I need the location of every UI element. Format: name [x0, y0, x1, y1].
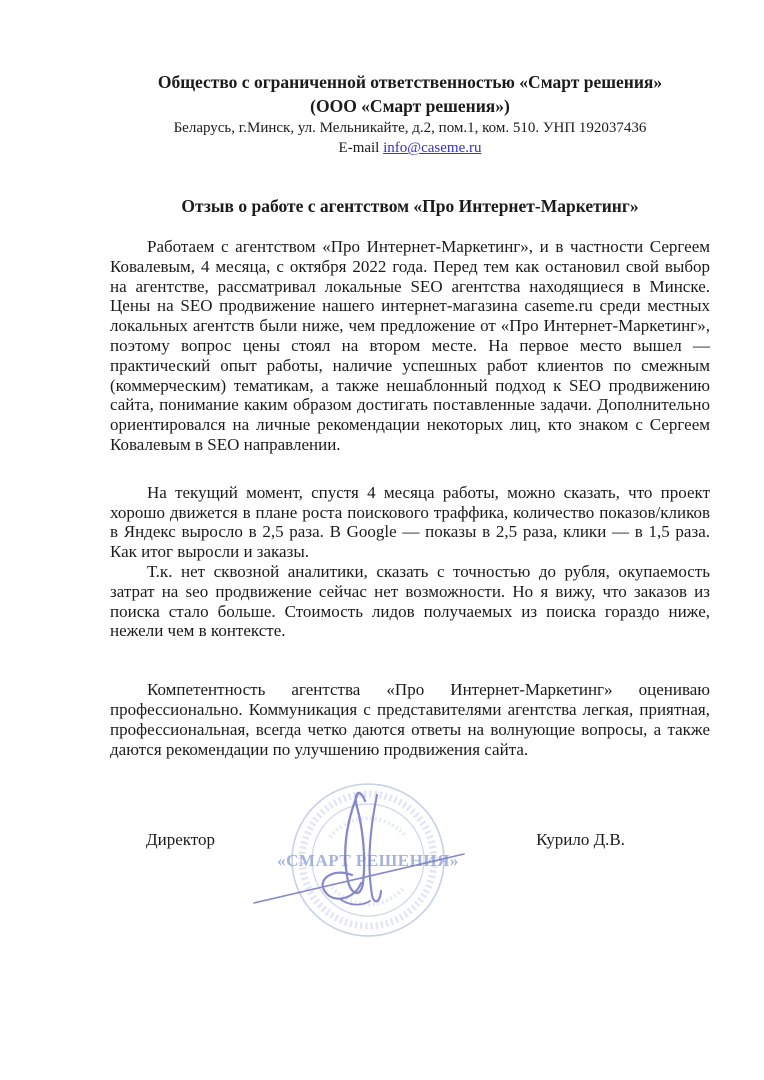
- review-paragraph-4: Компетентность агентства «Про Интернет-Маркетинг» оцениваю профессионально. Коммуникация с представителями агентства легкая, приятная, профессиональная, всегда четко даются ответы на волнующие вопросы, а также даются рекомендации по улучшению продвижения сайта.: [110, 680, 710, 759]
- signature-row: [110, 829, 710, 851]
- review-paragraph-1: Работаем с агентством «Про Интернет-Маркетинг», и в частности Сергеем Ковалевым, 4 месяца, с октября 2022 года. Перед тем как остановил свой выбор на агентстве, рассматривал локальные SEO агентства находящиеся в Минске. Цены на SEO продвижение нашего интернет-магазина caseme.ru среди местных локальных агентств были ниже, чем предложение от «Про Интернет-Маркетинг», поэтому вопрос цены стоял на втором месте. На первое место вышел — практический опыт работы, наличие успешных работ клиентов по смежным (коммерческим) тематикам, а также нешаблонный подход к SEO продвижению сайта, понимание каким образом достигать поставленные задачи. Дополнительно ориентировался на личные рекомендации некоторых лиц, кто знаком с Сергеем Ковалевым в SEO направлении.: [110, 237, 710, 454]
- email-line: [110, 138, 710, 158]
- company-name-short: (ООО «Смарт решения»): [310, 96, 510, 116]
- document-content: [110, 0, 710, 851]
- company-name-full: Общество с ограниченной ответственностью «Смарт решения»: [157, 72, 663, 92]
- signature-position: Директор: [146, 830, 215, 850]
- company-address: Беларусь, г.Минск, ул. Мельникайте, д.2, пом.1, ком. 510. УНП 192037436: [173, 120, 647, 136]
- letterhead: [110, 70, 710, 158]
- review-paragraph-2: На текущий момент, спустя 4 месяца работы, можно сказать, что проект хорошо движется в плане роста поискового траффика, количество показов/кликов в Яндекс выросло в 2,5 раза. В Google — показы в 2,5 раза, клики — в 1,5 раза. Как итог выросли и заказы.: [110, 482, 710, 562]
- email-link[interactable]: info@caseme.ru: [383, 140, 482, 156]
- stamp-center-text: «СМАРТ РЕШЕНИЯ»: [277, 851, 459, 870]
- review-paragraph-3: Т.к. нет сквозной аналитики, сказать с точностью до рубля, окупаемость затрат на seo продвижение сейчас нет возможности. Но я вижу, что заказов из поиска стало больше. Стоимость лидов получаемых из поиска гораздо ниже, нежели чем в контексте.: [110, 561, 710, 641]
- signature-name: Курило Д.В.: [536, 830, 625, 850]
- review-title: Отзыв о работе с агентством «Про Интернет-Маркетинг»: [181, 196, 639, 216]
- review-body: [110, 237, 710, 759]
- email-label: E-mail: [338, 140, 384, 156]
